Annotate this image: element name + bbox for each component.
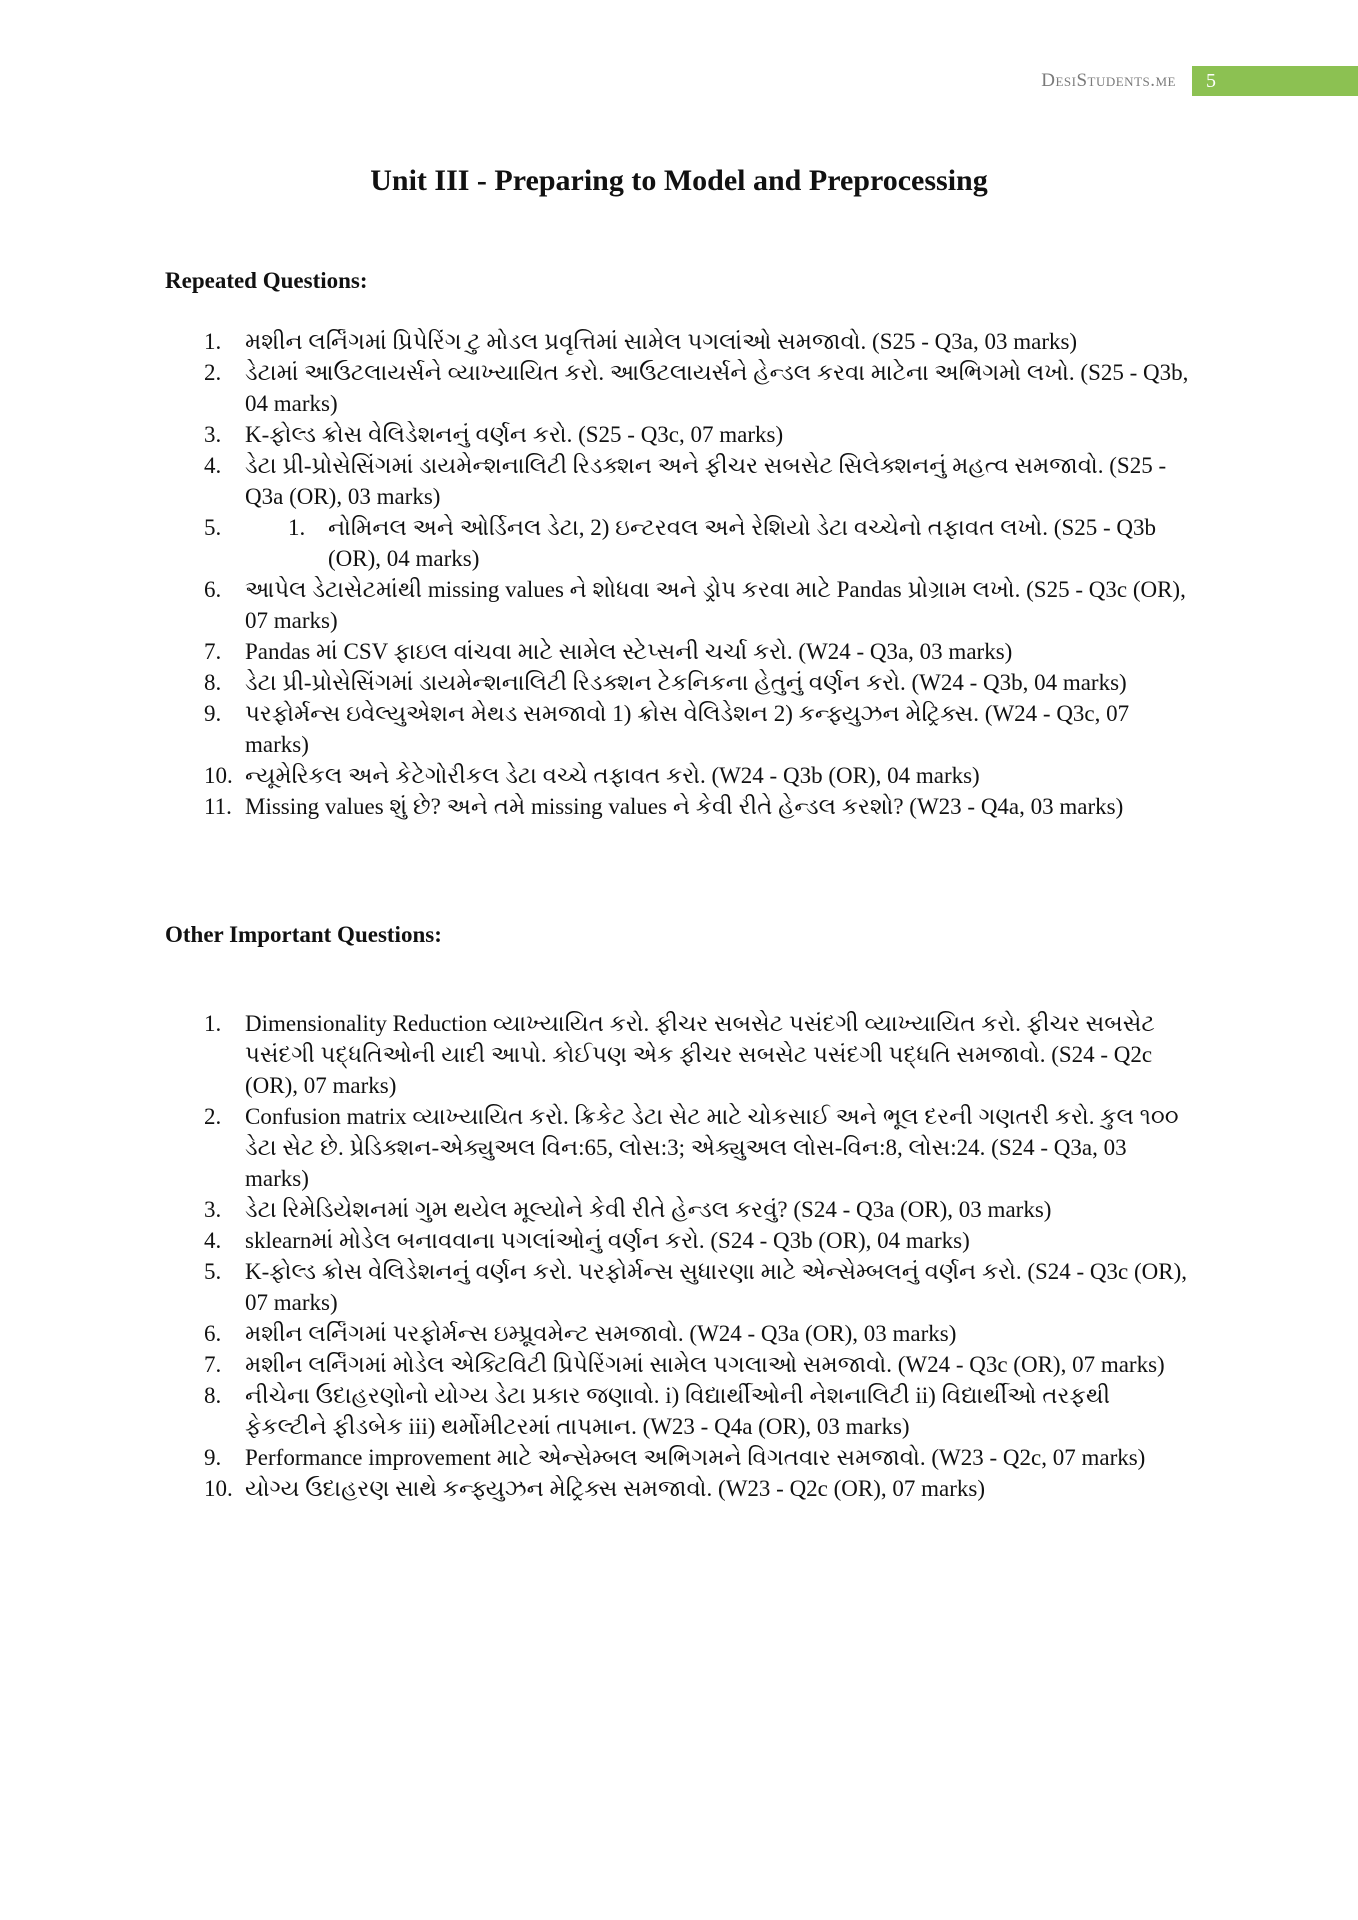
question-text: મશીન લર્નિંગમાં પરફોર્મન્સ ઇમ્પ્રૂવમેન્ટ સમજાવો. (W24 - Q3a (OR), 03 marks) <box>245 1321 957 1346</box>
question-text: ડેટા પ્રી-પ્રોસેસિંગમાં ડાયમેન્શનાલિટી રિડક્શન અને ફીચર સબસેટ સિલેક્શનનું મહત્વ સમજાવો. (S25 - Q3a (OR), 03 marks) <box>245 453 1167 509</box>
question-number: 10. <box>204 1476 233 1501</box>
question-text: નોમિનલ અને ઓર્ડિનલ ડેટા, 2) ઇન્ટરવલ અને રેશિયો ડેટા વચ્ચેનો તફાવત લખો. (S25 - Q3b (OR), 04 marks) <box>328 515 1157 571</box>
question-item <box>0 357 1200 419</box>
question-number: 2. <box>204 1104 222 1129</box>
question-item <box>0 636 1200 667</box>
question-number: 9. <box>204 701 222 726</box>
question-number: 5. <box>204 515 222 540</box>
question-text: મશીન લર્નિંગમાં પ્રિપેરિંગ ટુ મોડલ પ્રવૃત્તિમાં સામેલ પગલાંઓ સમજાવો. (S25 - Q3a, 03 marks) <box>245 329 1078 354</box>
question-item <box>0 1194 1200 1225</box>
page-title: Unit III - Preparing to Model and Preprocessing <box>370 164 988 197</box>
question-item <box>0 1008 1200 1101</box>
question-item <box>0 1380 1200 1442</box>
question-item <box>0 574 1200 636</box>
question-number: 3. <box>204 422 222 447</box>
question-text: Performance improvement માટે એન્સેમ્બલ અભિગમને વિગતવાર સમજાવો. (W23 - Q2c, 07 marks) <box>245 1445 1146 1470</box>
question-item <box>0 512 1200 574</box>
question-text: મશીન લર્નિંગમાં મોડેલ એક્ટિવિટી પ્રિપેરિંગમાં સામેલ પગલાઓ સમજાવો. (W24 - Q3c (OR), 07 marks) <box>245 1352 1165 1377</box>
question-number: 2. <box>204 360 222 385</box>
question-text: Confusion matrix વ્યાખ્યાયિત કરો. ક્રિકેટ ડેટા સેટ માટે ચોકસાઈ અને ભૂલ દરની ગણતરી કરો. કુલ ૧૦૦ ડેટા સેટ છે. પ્રેડિક્શન-એક્યુઅલ વિન:65, લોસ:3; એક્યુઅલ લોસ-વિન:8, લોસ:24. (S24 - Q3a, 03 marks) <box>245 1104 1179 1191</box>
question-number: 1. <box>288 515 306 540</box>
question-item <box>0 1349 1200 1380</box>
question-number: 9. <box>204 1445 222 1470</box>
question-text: આપેલ ડેટાસેટમાંથી missing values ને શોધવા અને ડ્રોપ કરવા માટે Pandas પ્રોગ્રામ લખો. (S25 - Q3c (OR), 07 marks) <box>245 577 1186 633</box>
question-text: Pandas માં CSV ફાઇલ વાંચવા માટે સામેલ સ્ટેપ્સની ચર્ચા કરો. (W24 - Q3a, 03 marks) <box>245 639 1013 664</box>
question-text: નીચેના ઉદાહરણોનો યોગ્ય ડેટા પ્રકાર જણાવો. i) વિદ્યાર્થીઓની નેશનાલિટી ii) વિદ્યાર્થીઓ તરફથી ફેકલ્ટીને ફીડબેક iii) થર્મોમીટરમાં તાપમાન. (W23 - Q4a (OR), 03 marks) <box>245 1383 1111 1439</box>
question-text: Missing values શું છે? અને તમે missing values ને કેવી રીતે હેન્ડલ કરશો? (W23 - Q4a, 03 marks) <box>245 794 1124 819</box>
question-number: 11. <box>204 794 232 819</box>
repeated-questions-heading: Repeated Questions: <box>165 268 368 293</box>
question-item <box>0 760 1200 791</box>
question-number: 10. <box>204 763 233 788</box>
question-item <box>0 450 1200 512</box>
question-text: Dimensionality Reduction વ્યાખ્યાયિત કરો. ફીચર સબસેટ પસંદગી વ્યાખ્યાયિત કરો. ફીચર સબસેટ પસંદગી પદ્ધતિઓની યાદી આપો. કોઈપણ એક ફીચર સબસેટ પસંદગી પદ્ધતિ સમજાવો. (S24 - Q2c (OR), 07 marks) <box>245 1011 1155 1098</box>
question-number: 6. <box>204 1321 222 1346</box>
question-item <box>0 1225 1200 1256</box>
question-text: ડેટામાં આઉટલાયર્સને વ્યાખ્યાયિત કરો. આઉટલાયર્સને હેન્ડલ કરવા માટેના અભિગમો લખો. (S25 - Q3b, 04 marks) <box>245 360 1189 416</box>
question-number: 1. <box>204 1011 222 1036</box>
question-item <box>0 791 1200 822</box>
page-number: 5 <box>1206 70 1216 92</box>
site-name: DesiStudents.me <box>1041 70 1176 91</box>
question-item <box>0 419 1200 450</box>
question-number: 5. <box>204 1259 222 1284</box>
question-number: 1. <box>204 329 222 354</box>
question-number: 8. <box>204 670 222 695</box>
question-text: ડેટા રિમેડિયેશનમાં ગુમ થયેલ મૂલ્યોને કેવી રીતે હેન્ડલ કરવું? (S24 - Q3a (OR), 03 marks) <box>245 1197 1052 1222</box>
question-text: sklearnમાં મોડેલ બનાવવાના પગલાંઓનું વર્ણન કરો. (S24 - Q3b (OR), 04 marks) <box>245 1228 970 1253</box>
question-item <box>0 1442 1200 1473</box>
question-number: 4. <box>204 1228 222 1253</box>
other-questions-heading: Other Important Questions: <box>165 922 442 947</box>
question-number: 7. <box>204 1352 222 1377</box>
question-item <box>0 698 1200 760</box>
repeated-questions-list <box>0 326 1200 822</box>
question-item <box>0 1256 1200 1318</box>
question-item <box>0 1101 1200 1194</box>
question-text: યોગ્ય ઉદાહરણ સાથે કન્ફ્યુઝન મેટ્રિક્સ સમજાવો. (W23 - Q2c (OR), 07 marks) <box>245 1476 986 1501</box>
question-item <box>0 1473 1200 1504</box>
question-number: 6. <box>204 577 222 602</box>
question-text: પરફોર્મન્સ ઇવેલ્યુએશન મેથડ સમજાવો 1) ક્રોસ વેલિડેશન 2) કન્ફ્યુઝન મેટ્રિક્સ. (W24 - Q3c, 07 marks) <box>245 701 1130 757</box>
question-number: 3. <box>204 1197 222 1222</box>
question-item <box>0 326 1200 357</box>
question-text: K-ફોલ્ડ ક્રોસ વેલિડેશનનું વર્ણન કરો. પરફોર્મન્સ સુધારણા માટે એન્સેમ્બલનું વર્ણન કરો. (S24 - Q3c (OR), 07 marks) <box>245 1259 1188 1315</box>
question-text: ડેટા પ્રી-પ્રોસેસિંગમાં ડાયમેન્શનાલિટી રિડક્શન ટેકનિકના હેતુનું વર્ણન કરો. (W24 - Q3b, 04 marks) <box>245 670 1127 695</box>
question-number: 7. <box>204 639 222 664</box>
other-questions-list <box>0 1008 1200 1504</box>
question-item <box>0 667 1200 698</box>
question-number: 4. <box>204 453 222 478</box>
question-number: 8. <box>204 1383 222 1408</box>
question-text: ન્યૂમેરિકલ અને કેટેગોરીકલ ડેટા વચ્ચે તફાવત કરો. (W24 - Q3b (OR), 04 marks) <box>245 763 980 788</box>
question-text: K-ફોલ્ડ ક્રોસ વેલિડેશનનું વર્ણન કરો. (S25 - Q3c, 07 marks) <box>245 422 784 447</box>
question-item <box>0 1318 1200 1349</box>
page-number-badge <box>1192 66 1358 96</box>
